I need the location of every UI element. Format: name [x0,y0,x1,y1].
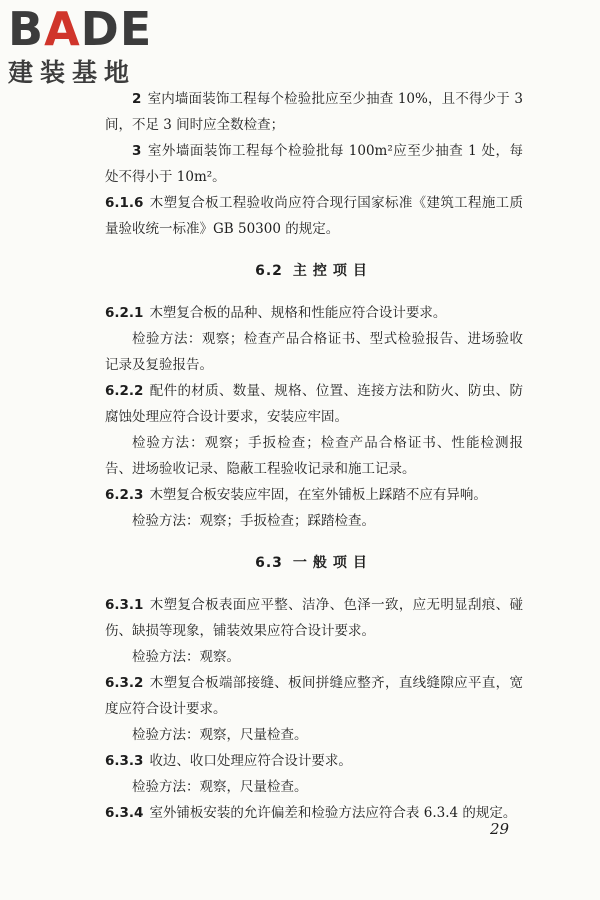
clause-6-2-1: 6.2.1 木塑复合板的品种、规格和性能应符合设计要求。 [105,305,447,321]
clause-6-2-2: 6.2.2 配件的材质、数量、规格、位置、连接方法和防火、防虫、防腐蚀处理应符合设计要求，安装应牢固。 [105,383,523,425]
clause-6-2-3: 6.2.3 木塑复合板安装应牢固，在室外铺板上踩踏不应有异响。 [105,487,487,503]
method-6-3-1: 检验方法：观察。 [132,649,240,665]
page-number: 29 [490,820,510,838]
clause-6-3-3: 6.3.3 收边、收口处理应符合设计要求。 [105,753,352,769]
method-6-3-2: 检验方法：观察，尺量检查。 [132,727,308,743]
clause-6-3-1: 6.3.1 木塑复合板表面应平整、洁净、色泽一致，应无明显刮痕、碰伤、缺损等现象，铺装效果应符合设计要求。 [105,597,523,639]
logo-subtitle: 建装基地 [8,58,137,87]
logo-wordmark: BADE [8,2,153,56]
method-6-2-3: 检验方法：观察；手扳检查；踩踏检查。 [132,513,375,529]
clause-6-1-6: 6.1.6 木塑复合板工程验收尚应符合现行国家标准《建筑工程施工质量验收统一标准》GB 50300 的规定。 [105,195,523,237]
paragraph-3: 3 室外墙面装饰工程每个检验批每 100m²应至少抽查 1 处，每处不得小于 10m²。 [105,143,523,185]
method-6-2-2: 检验方法：观察；手扳检查；检查产品合格证书、性能检测报告、进场验收记录、隐蔽工程验收记录和施工记录。 [105,435,523,477]
document-body [105,86,523,826]
clause-6-3-2: 6.3.2 木塑复合板端部接缝、板间拼缝应整齐，直线缝隙应平直，宽度应符合设计要求。 [105,675,523,717]
paragraph-2: 2 室内墙面装饰工程每个检验批应至少抽查 10%，且不得少于 3 间，不足 3 间时应全数检查； [105,91,523,133]
method-6-2-1: 检验方法：观察；检查产品合格证书、型式检验报告、进场验收记录及复验报告。 [105,331,523,373]
clause-6-3-4: 6.3.4 室外铺板安装的允许偏差和检验方法应符合表 6.3.4 的规定。 [105,805,517,821]
section-heading-6-3: 6.3 一般项目 [255,555,373,571]
section-heading-6-2: 6.2 主控项目 [255,263,373,279]
bade-logo [8,4,180,94]
method-6-3-3: 检验方法：观察，尺量检查。 [132,779,308,795]
